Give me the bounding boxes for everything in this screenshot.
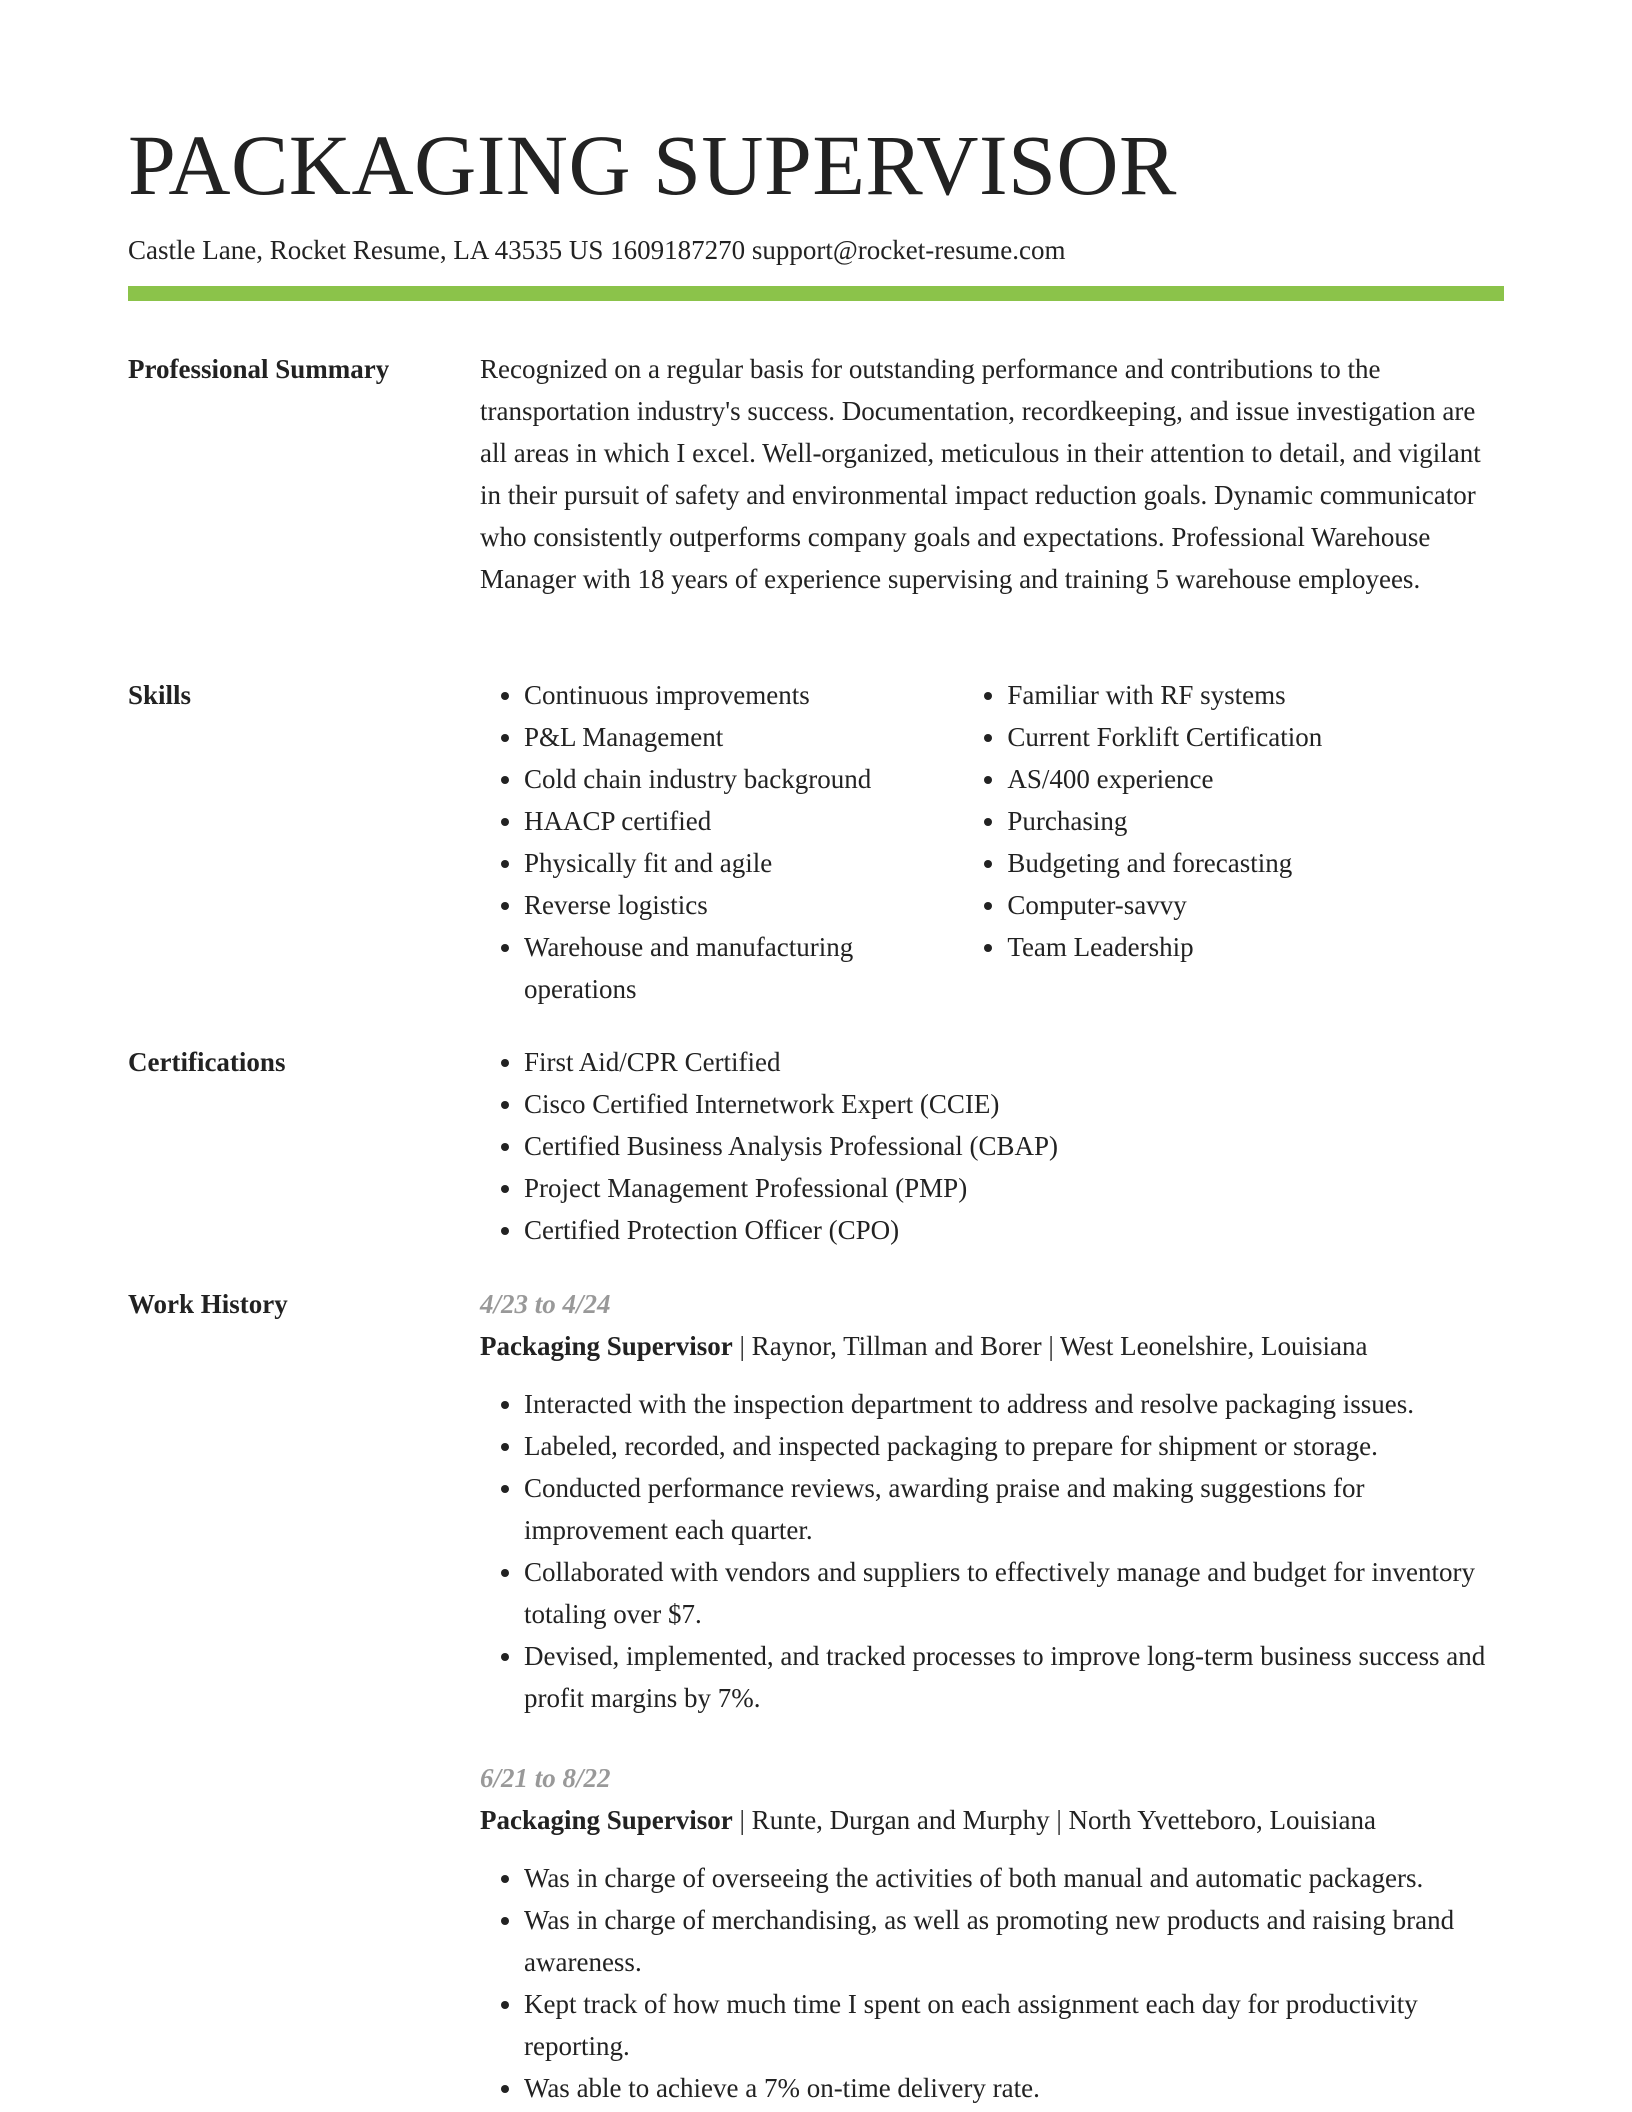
job-bullet: • Collaborated with vendors and suppliers to effectively manage and budget for inventory totaling over $7. <box>524 1551 1504 1635</box>
skill-item: • HAACP certified <box>524 800 963 842</box>
contact-line: Castle Lane, Rocket Resume, LA 43535 US 1609187270 support@rocket-resume.com <box>128 235 1066 265</box>
skill-item: • Budgeting and forecasting <box>1007 842 1504 884</box>
job-bullet: • Was in charge of merchandising, as well as promoting new products and raising brand awareness. <box>524 1899 1504 1983</box>
job-dates: 6/21 to 8/22 <box>480 1763 611 1793</box>
resume-name: PACKAGING SUPERVISOR <box>128 117 1177 213</box>
skill-item: • AS/400 experience <box>1007 758 1504 800</box>
certification-item: • First Aid/CPR Certified <box>524 1041 1504 1083</box>
skills-list-left <box>480 674 963 1010</box>
section-label-summary: Professional Summary <box>128 354 390 384</box>
skills-body <box>480 674 1504 1010</box>
job-heading <box>480 1325 1504 1367</box>
job-entry <box>480 1757 1504 2109</box>
skill-item: • Continuous improvements <box>524 674 963 716</box>
skill-item: • Familiar with RF systems <box>1007 674 1504 716</box>
job-title: Packaging Supervisor <box>480 1805 733 1835</box>
certifications-list <box>480 1041 1504 1251</box>
skill-item: • Current Forklift Certification <box>1007 716 1504 758</box>
job-bullet: • Kept track of how much time I spent on each assignment each day for productivity reporting. <box>524 1983 1504 2067</box>
skills-list-right <box>963 674 1504 1010</box>
skills-columns <box>480 674 1504 1010</box>
job-bullet: • Was able to achieve a 7% on-time delivery rate. <box>524 2067 1504 2109</box>
work-history-body <box>480 1283 1504 2109</box>
job-bullet: • Was in charge of overseeing the activities of both manual and automatic packagers. <box>524 1857 1504 1899</box>
certification-item: • Certified Protection Officer (CPO) <box>524 1209 1504 1251</box>
certification-item: • Project Management Professional (PMP) <box>524 1167 1504 1209</box>
skill-item: • Team Leadership <box>1007 926 1504 968</box>
summary-body <box>480 348 1504 600</box>
section-label-work-history: Work History <box>128 1289 288 1319</box>
skill-item: • Computer-savvy <box>1007 884 1504 926</box>
section-label-skills: Skills <box>128 680 192 710</box>
job-bullet: • Devised, implemented, and tracked processes to improve long-term business success and profit margins by 7%. <box>524 1635 1504 1719</box>
accent-rule <box>128 286 1504 301</box>
summary-text: Recognized on a regular basis for outstanding performance and contributions to the transportation industry's success. Documentation, recordkeeping, and issue investigation are all areas in which I excel. Well-organized, meticulous in their attention to detail, and vigilant in their pursuit of safety and environmental impact reduction goals. Dynamic communicator who consistently outperforms company goals and expectations. Professional Warehouse Manager with 18 years of experience supervising and training 5 warehouse employees. <box>480 354 1481 594</box>
job-bullet: • Interacted with the inspection department to address and resolve packaging issues. <box>524 1383 1504 1425</box>
skill-item: • Physically fit and agile <box>524 842 963 884</box>
job-title: Packaging Supervisor <box>480 1331 733 1361</box>
certification-item: • Cisco Certified Internetwork Expert (CCIE) <box>524 1083 1504 1125</box>
skill-item: • Purchasing <box>1007 800 1504 842</box>
skill-item: • P&L Management <box>524 716 963 758</box>
job-details: | Runte, Durgan and Murphy | North Yvetteboro, Louisiana <box>732 1805 1377 1835</box>
skill-item: • Warehouse and manufacturing operations <box>524 926 963 1010</box>
job-bullet: • Conducted performance reviews, awarding praise and making suggestions for improvement each quarter. <box>524 1467 1504 1551</box>
job-bullets <box>480 1383 1504 1719</box>
certifications-body <box>480 1041 1504 1251</box>
section-label-certifications: Certifications <box>128 1047 286 1077</box>
job-dates: 4/23 to 4/24 <box>480 1289 611 1319</box>
job-bullets <box>480 1857 1504 2109</box>
certification-item: • Certified Business Analysis Professional (CBAP) <box>524 1125 1504 1167</box>
skill-item: • Reverse logistics <box>524 884 963 926</box>
job-entry <box>480 1283 1504 1719</box>
job-bullet: • Labeled, recorded, and inspected packaging to prepare for shipment or storage. <box>524 1425 1504 1467</box>
job-heading <box>480 1799 1504 1841</box>
skill-item: • Cold chain industry background <box>524 758 963 800</box>
job-details: | Raynor, Tillman and Borer | West Leonelshire, Louisiana <box>732 1331 1368 1361</box>
